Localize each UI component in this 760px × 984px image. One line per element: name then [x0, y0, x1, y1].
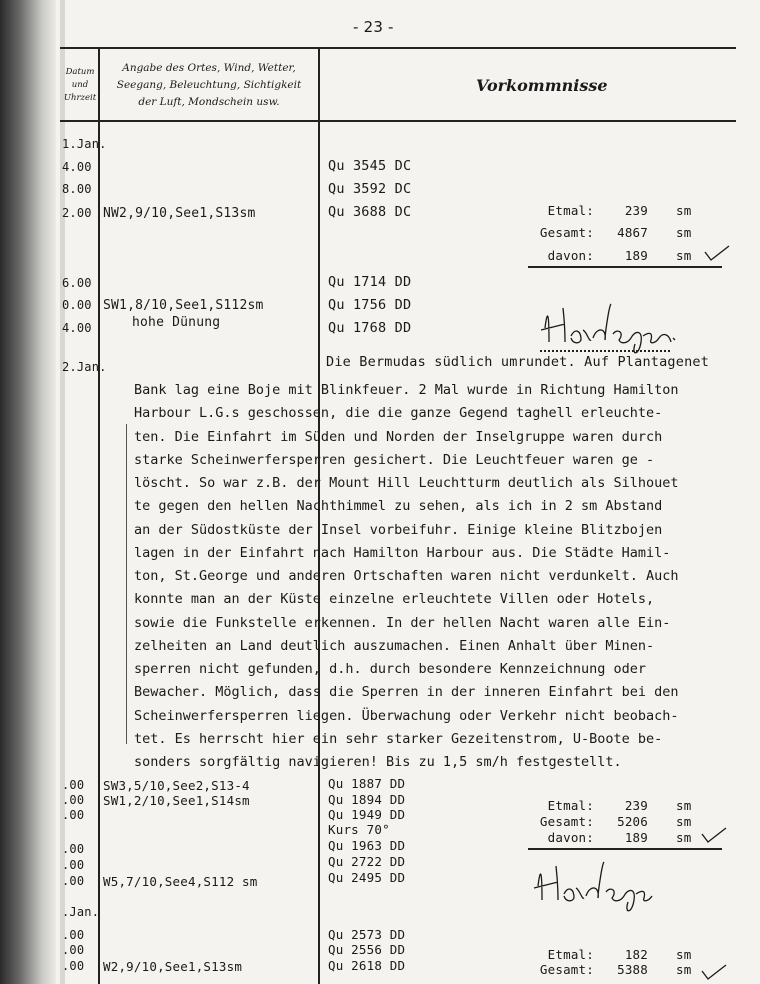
narrative-line: Harbour L.G.s geschossen, die die ganze Gegend taghell erleuchte- — [134, 405, 663, 422]
header-bottom-rule — [60, 120, 736, 122]
checkmark — [703, 244, 733, 264]
narrative-line: zelheiten an Land deutlich auszumachen. Einen Anhalt über Minen- — [134, 637, 655, 654]
grid-position: Qu 2618 DD — [328, 958, 406, 973]
checkmark — [700, 826, 730, 846]
narrative-line: Bewacher. Möglich, dass die Sperren in der inneren Einfahrt bei den — [134, 684, 679, 701]
tally-unit: sm — [676, 947, 692, 962]
signature-hardegen — [535, 298, 695, 358]
grid-position: Qu 1887 DD — [328, 776, 406, 791]
margin-bracket — [126, 424, 127, 744]
header-weather-line: der Luft, Mondschein usw. — [138, 96, 280, 108]
tally-value: 239 — [624, 798, 648, 813]
header-date-line: Datum — [65, 67, 95, 77]
time-label: .00 — [62, 842, 85, 856]
tally-unit: sm — [676, 248, 692, 263]
header-date-column — [63, 66, 97, 105]
weather-entry: SW3,5/10,See2,S13-4 — [103, 778, 250, 793]
time-label: .00 — [62, 874, 85, 888]
tally-label: Etmal: — [547, 947, 594, 962]
narrative-line: Bank lag eine Boje mit Blinkfeuer. 2 Mal wurde in Richtung Hamilton — [134, 382, 679, 398]
tally-unit: sm — [676, 225, 692, 240]
grid-position: Qu 3688 DC — [328, 204, 412, 220]
narrative-first-line: Die Bermudas südlich umrundet. Auf Plantagenet — [326, 354, 710, 370]
tally-unit: sm — [676, 203, 692, 218]
grid-position: Qu 1963 DD — [328, 838, 406, 853]
time-label: 2.00 — [62, 206, 92, 220]
narrative-line: ton, St.George und anderen Ortschaften waren nicht verdunkelt. Auch — [134, 568, 679, 584]
weather-entry: NW2,9/10,See1,S13sm — [103, 206, 256, 221]
time-label: 4.00 — [62, 321, 92, 335]
grid-position: Qu 2495 DD — [328, 870, 406, 885]
tally-unit: sm — [676, 798, 692, 813]
time-label: .00 — [62, 959, 85, 973]
tally-value: 189 — [624, 248, 648, 263]
time-label: .00 — [62, 808, 85, 822]
grid-position: Qu 1756 DD — [328, 297, 412, 313]
weather-entry: hohe Dünung — [132, 315, 221, 330]
narrative-line: Scheinwerfersperren liegen. Überwachung oder Verkehr nicht beobach- — [134, 707, 679, 724]
tally-value: 239 — [624, 203, 648, 218]
narrative-line: sonders sorgfältig navigieren! Bis zu 1,5 sm/h festgestellt. — [134, 754, 622, 770]
header-date-line: Uhrzeit — [63, 93, 97, 103]
header-weather-column — [100, 60, 318, 111]
tally-value: 182 — [624, 947, 648, 962]
tally-label: Etmal: — [547, 203, 594, 218]
time-label: 6.00 — [62, 276, 92, 290]
header-weather-line: Angabe des Ortes, Wind, Wetter, — [122, 62, 296, 74]
checkmark — [700, 963, 730, 983]
grid-position: Qu 1894 DD — [328, 792, 406, 807]
time-label: .00 — [62, 778, 85, 792]
narrative-line: ten. Die Einfahrt im Süden und Norden der Inselgruppe waren durch — [134, 428, 663, 445]
time-label: 1.Jan. — [62, 137, 107, 151]
narrative-line: tet. Es herrscht hier ein sehr starker Gezeitenstrom, U-Boote be- — [134, 730, 663, 747]
grid-position: Qu 1949 DD — [328, 807, 406, 822]
time-label: .Jan. — [62, 905, 100, 919]
grid-position: Qu 1768 DD — [328, 320, 412, 336]
header-events-column: Vorkommnisse — [476, 76, 608, 95]
grid-position: Qu 3592 DC — [328, 181, 412, 197]
tally-unit: sm — [676, 962, 692, 977]
time-label: .00 — [62, 928, 85, 942]
header-date-line: und — [71, 80, 89, 90]
narrative-line: sperren nicht gefunden, d.h. durch besondere Kennzeichnung oder — [134, 661, 647, 677]
header-weather-line: Seegang, Beleuchtung, Sichtigkeit — [116, 79, 302, 91]
tally-label: Gesamt: — [539, 814, 594, 829]
weather-entry: W2,9/10,See1,S13sm — [103, 959, 243, 974]
narrative-text — [134, 379, 679, 774]
time-label: 0.00 — [62, 298, 92, 312]
tally-label: davon: — [547, 830, 594, 845]
tally-value: 5388 — [617, 962, 648, 977]
tally-underline — [528, 266, 722, 268]
tally-label: davon: — [547, 248, 594, 263]
signature-hardegen — [528, 856, 678, 916]
narrative-line: löscht. So war z.B. der Mount Hill Leuchtturm deutlich als Silhouet — [134, 475, 679, 491]
weather-entry: SW1,8/10,See1,S112sm — [103, 298, 264, 313]
narrative-line: starke Scheinwerfersperren gesichert. Die Leuchtfeuer waren ge - — [134, 451, 655, 468]
page-number: - 23 - — [353, 18, 394, 36]
narrative-line: an der Südostküste der Insel vorbeifuhr. Einige kleine Blitzbojen — [134, 521, 663, 538]
time-label: .00 — [62, 943, 85, 957]
narrative-line: lagen in der Einfahrt nach Hamilton Harbour aus. Die Städte Hamil- — [134, 544, 671, 561]
time-label: .00 — [62, 793, 85, 807]
header-top-rule — [60, 47, 736, 49]
narrative-line: konnte man an der Küste einzelne erleuchtete Villen oder Hotels, — [134, 591, 655, 608]
narrative-line: te gegen den hellen Nachthimmel zu sehen, als ich in 2 sm Abstand — [134, 498, 663, 515]
time-label: 4.00 — [62, 160, 92, 174]
grid-position: Qu 2573 DD — [328, 927, 406, 942]
tally-underline — [528, 848, 722, 850]
tally-unit: sm — [676, 830, 692, 845]
grid-position: Qu 2556 DD — [328, 942, 406, 957]
column-rule-date — [98, 47, 100, 984]
weather-entry: SW1,2/10,See1,S14sm — [103, 793, 250, 808]
grid-position: Qu 1714 DD — [328, 274, 412, 290]
weather-entry: W5,7/10,See4,S112 sm — [103, 874, 258, 889]
tally-label: Gesamt: — [539, 962, 594, 977]
tally-value: 189 — [624, 830, 648, 845]
narrative-line: sowie die Funkstelle erkennen. In der hellen Nacht waren alle Ein- — [134, 614, 671, 631]
tally-label: Etmal: — [547, 798, 594, 813]
tally-label: Gesamt: — [539, 225, 594, 240]
time-label: .00 — [62, 858, 85, 872]
signature-underline — [540, 350, 670, 352]
grid-position: Kurs 70° — [328, 822, 390, 837]
time-label: 2.Jan. — [62, 360, 107, 374]
tally-value: 5206 — [617, 814, 648, 829]
time-label: 8.00 — [62, 182, 92, 196]
book-binding-shadow — [0, 0, 56, 984]
grid-position: Qu 3545 DC — [328, 158, 412, 174]
tally-value: 4867 — [617, 225, 648, 240]
grid-position: Qu 2722 DD — [328, 854, 406, 869]
tally-unit: sm — [676, 814, 692, 829]
